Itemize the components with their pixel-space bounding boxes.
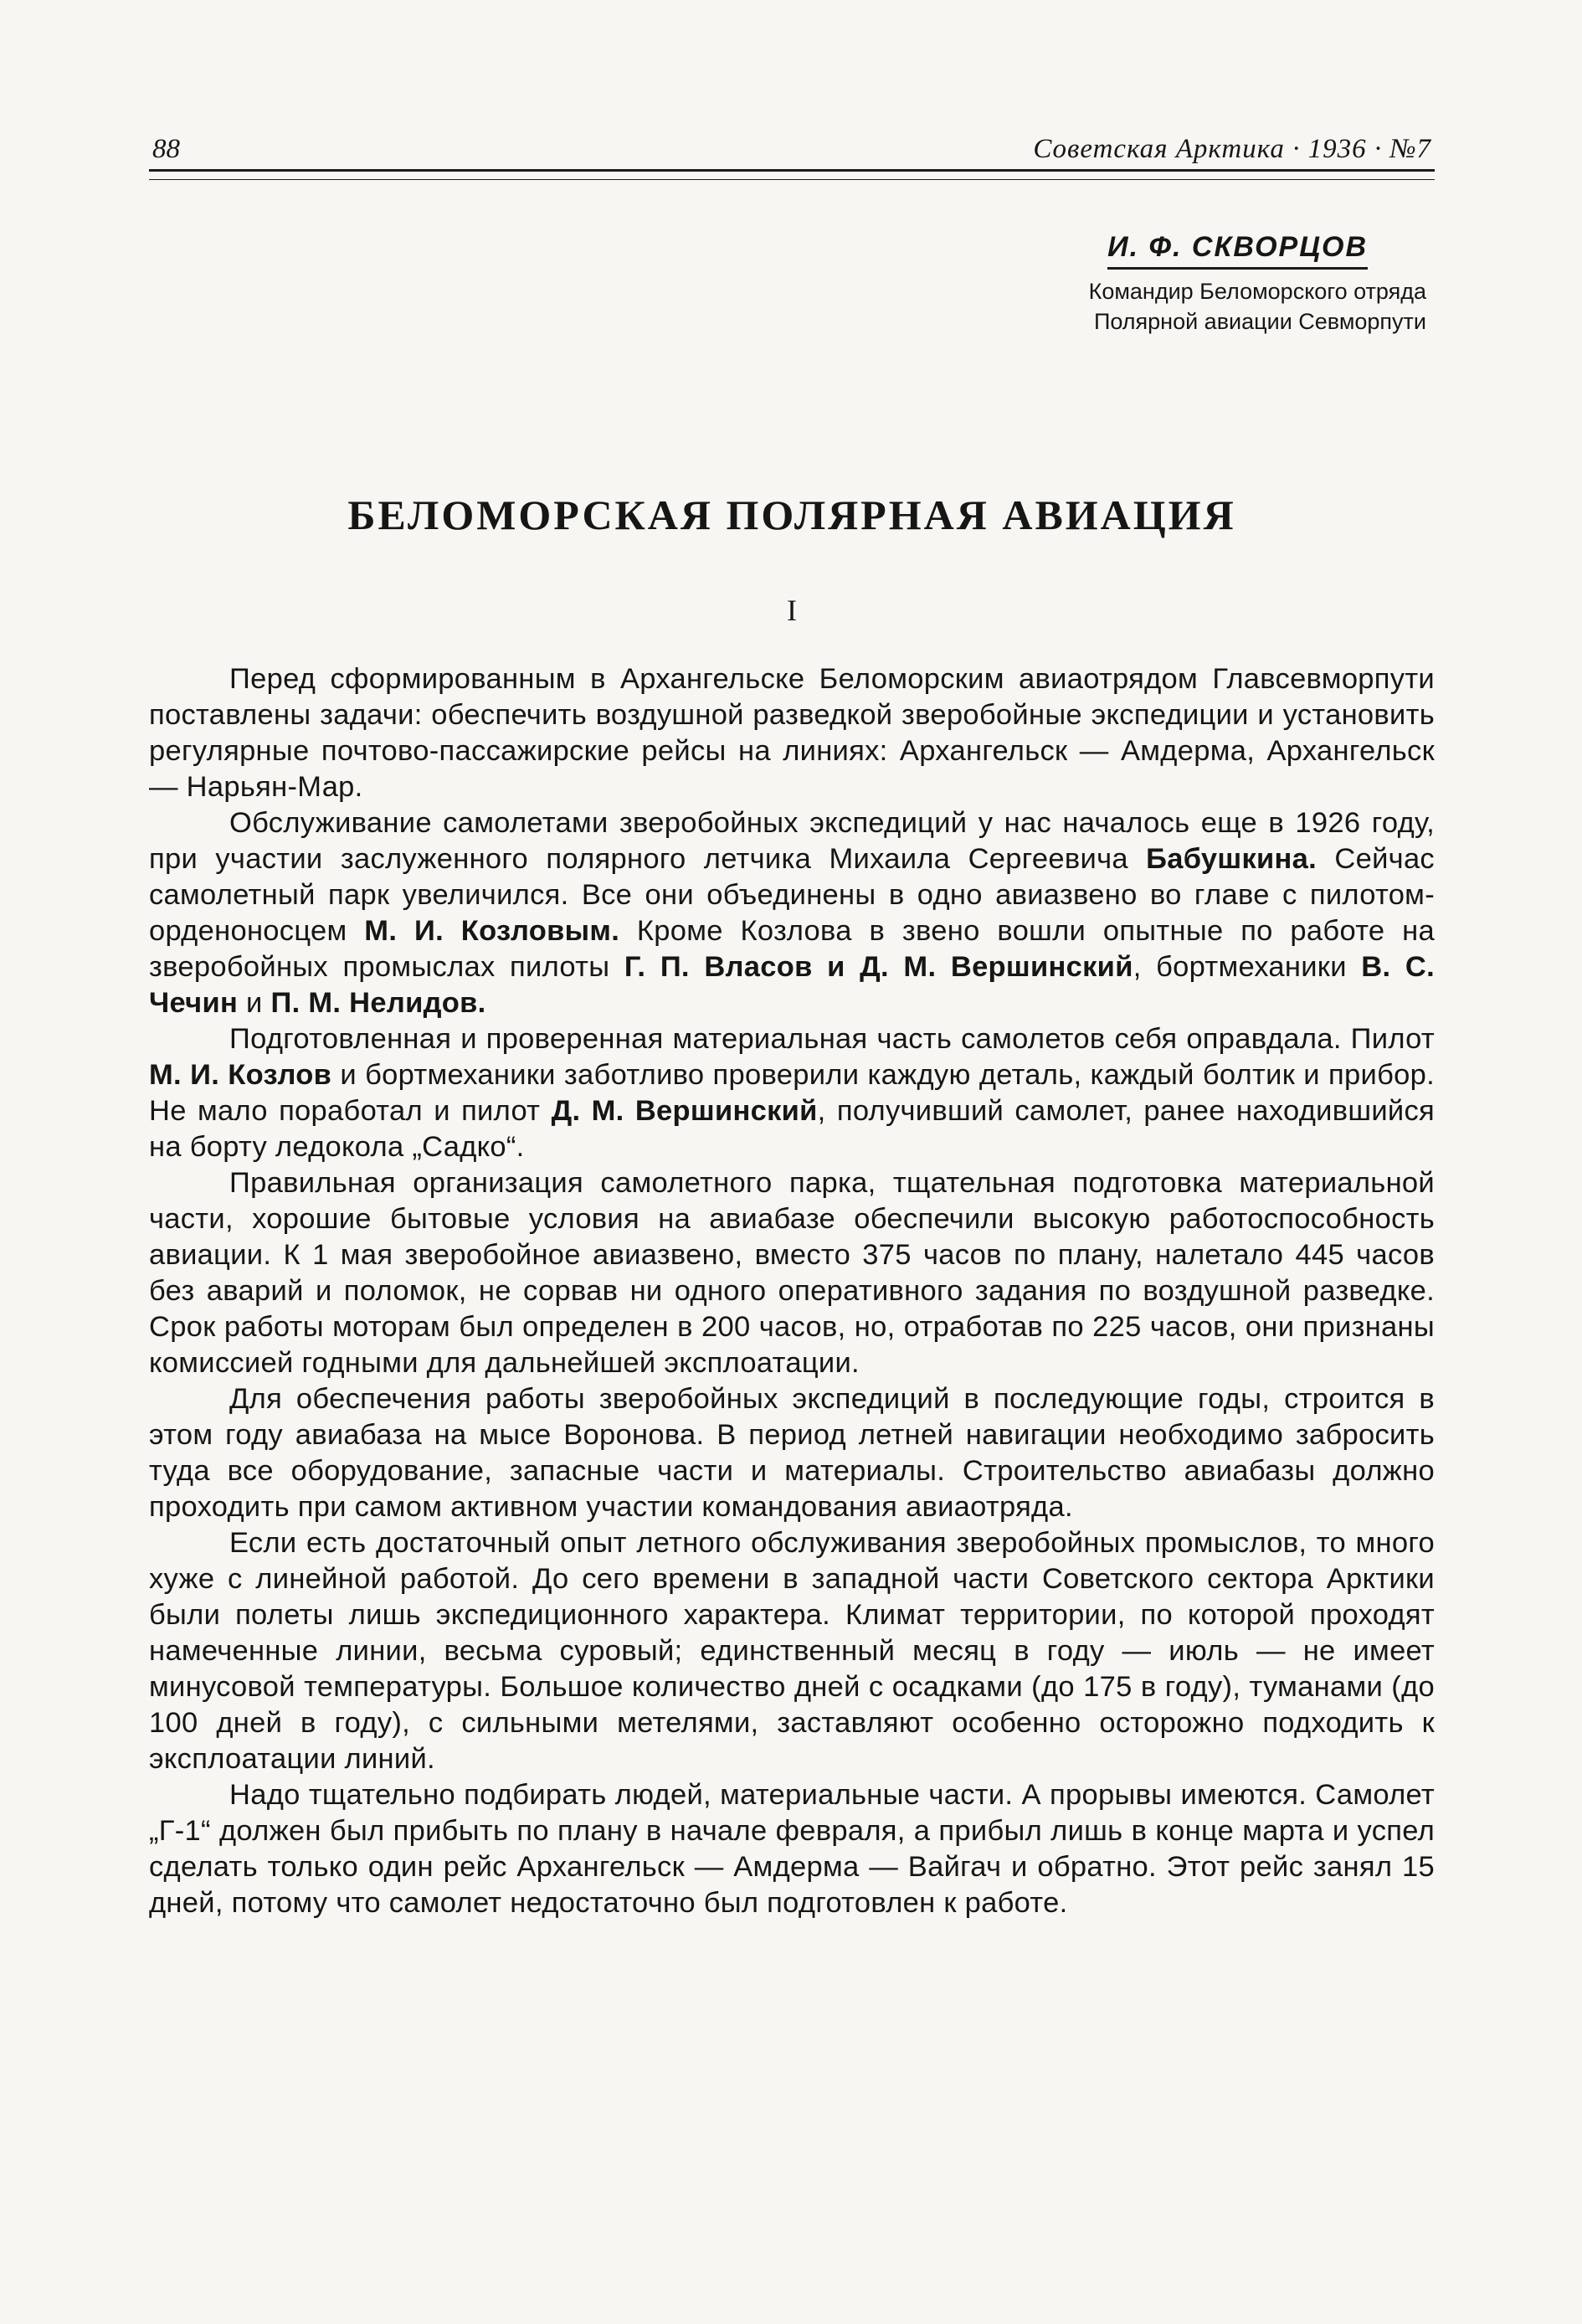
section-number: I [787,594,797,627]
text-run: , получивший самолет, ранее находившийся на борту ледокола „Садко“. [149,1095,1436,1163]
bold-name: Бабушкина. [1146,843,1317,875]
text-run: Надо тщательно подбирать людей, материальные части. А прорывы имеются. Самолет „Г-1“ должен был прибыть по плану в начале февраля, а прибыл лишь в конце марта и успел сделать только один рейс Архангельск — Амдерма — Вайгач и обратно. Этот рейс занял 15 дней, потому что самолет недостаточно был подготовлен к работе. [149,1779,1435,1919]
paragraph [149,661,1435,805]
bold-name: М. И. Козлов [149,1059,332,1091]
paragraph [149,1381,1435,1525]
text-run: Правильная организация самолетного парка, тщательная подготовка материальной части, хорошие бытовые условия на авиабазе обеспечили высокую работоспособность авиации. К 1 мая зверобойное авиазвено, вместо 375 часов по плану, налетало 445 часов без аварий и поломок, не сорвав ни одного оперативного задания по воздушной разведке. Срок работы моторам был определен в 200 часов, но, отработав по 225 часов, они признаны комиссией годными для дальнейшей эксплоатации. [149,1167,1435,1379]
text-run: Обслуживание самолетами зверобойных экспедиций у нас началось еще в 1926 году, при участии заслуженного полярного летчика Михаила Сергеевича [149,807,1435,875]
text-run: Перед сформированным в Архангельске Беломорским авиаотрядом Главсевморпути поставлены задачи: обеспечить воздушной разведкой зверобойные экспедиции и установить регулярные почтово-пассажирские рейсы на линиях: Архангельск — Амдерма, Архангельск — Нарьян-Мар. [149,663,1435,803]
text-run: Сейчас самолетный парк увеличился. Все они объединены в одно авиазвено во главе с пилотом-орденоносцем [149,843,1435,947]
paragraph [149,805,1435,1021]
author-role-line: Полярной авиации Севморпути [1093,309,1426,334]
article-body [149,661,1435,1921]
running-head [149,134,1435,172]
bold-name: П. М. Нелидов. [270,987,486,1019]
journal-title: Советская Арктика · 1936 · №7 [1033,134,1431,164]
author-role-line: Командир Беломорского отряда [1088,279,1426,304]
text-run: , бортмеханики [1133,951,1362,983]
header-rule [149,179,1435,180]
bold-name: Г. П. Власов и Д. М. Вершинский [624,951,1133,983]
author-name: И. Ф. СКВОРЦОВ [1107,231,1368,270]
text-run: и бортмеханики заботливо проверили каждую деталь, каждый болтик и прибор. Не мало поработал и пилот [149,1059,1435,1127]
bold-name: В. С. Чечин [149,951,1435,1019]
bold-name: М. И. Козловым. [364,915,620,947]
text-run: Подготовленная и проверенная материальная часть самолетов себя оправдала. Пилот [229,1023,1435,1055]
paragraph [149,1021,1435,1165]
byline [1089,231,1426,337]
text-run: Если есть достаточный опыт летного обслуживания зверобойных промыслов, то много хуже с линейной работой. До сего времени в западной части Советского сектора Арктики были полеты лишь экспедиционного характера. Климат территории, по которой проходят намеченные линии, весьма суровый; единственный месяц в году — июль — не имеет минусовой температуры. Большое количество дней с осадками (до 175 в году), туманами (до 100 дней в году), с сильными метелями, заставляют особенно осторожно подходить к эксплоатации линий. [149,1527,1435,1775]
journal-page [149,117,1435,2294]
page-number: 88 [152,134,180,164]
bold-name: Д. М. Вершинский [551,1095,818,1127]
text-run: Для обеспечения работы зверобойных экспедиций в последующие годы, строится в этом году авиабаза на мысе Воронова. В период летней навигации необходимо забросить туда все оборудование, запасные части и материалы. Строительство авиабазы должно проходить при самом активном участии командования авиаотряда. [149,1383,1435,1523]
text-run: Кроме Козлова в звено вошли опытные по работе на зверобойных промыслах пилоты [149,915,1435,983]
text-run: и [238,987,271,1019]
paragraph [149,1777,1435,1921]
author-role [1089,276,1426,337]
paragraph [149,1525,1435,1777]
article-title: БЕЛОМОРСКАЯ ПОЛЯРНАЯ АВИАЦИЯ [347,491,1236,538]
paragraph [149,1165,1435,1381]
